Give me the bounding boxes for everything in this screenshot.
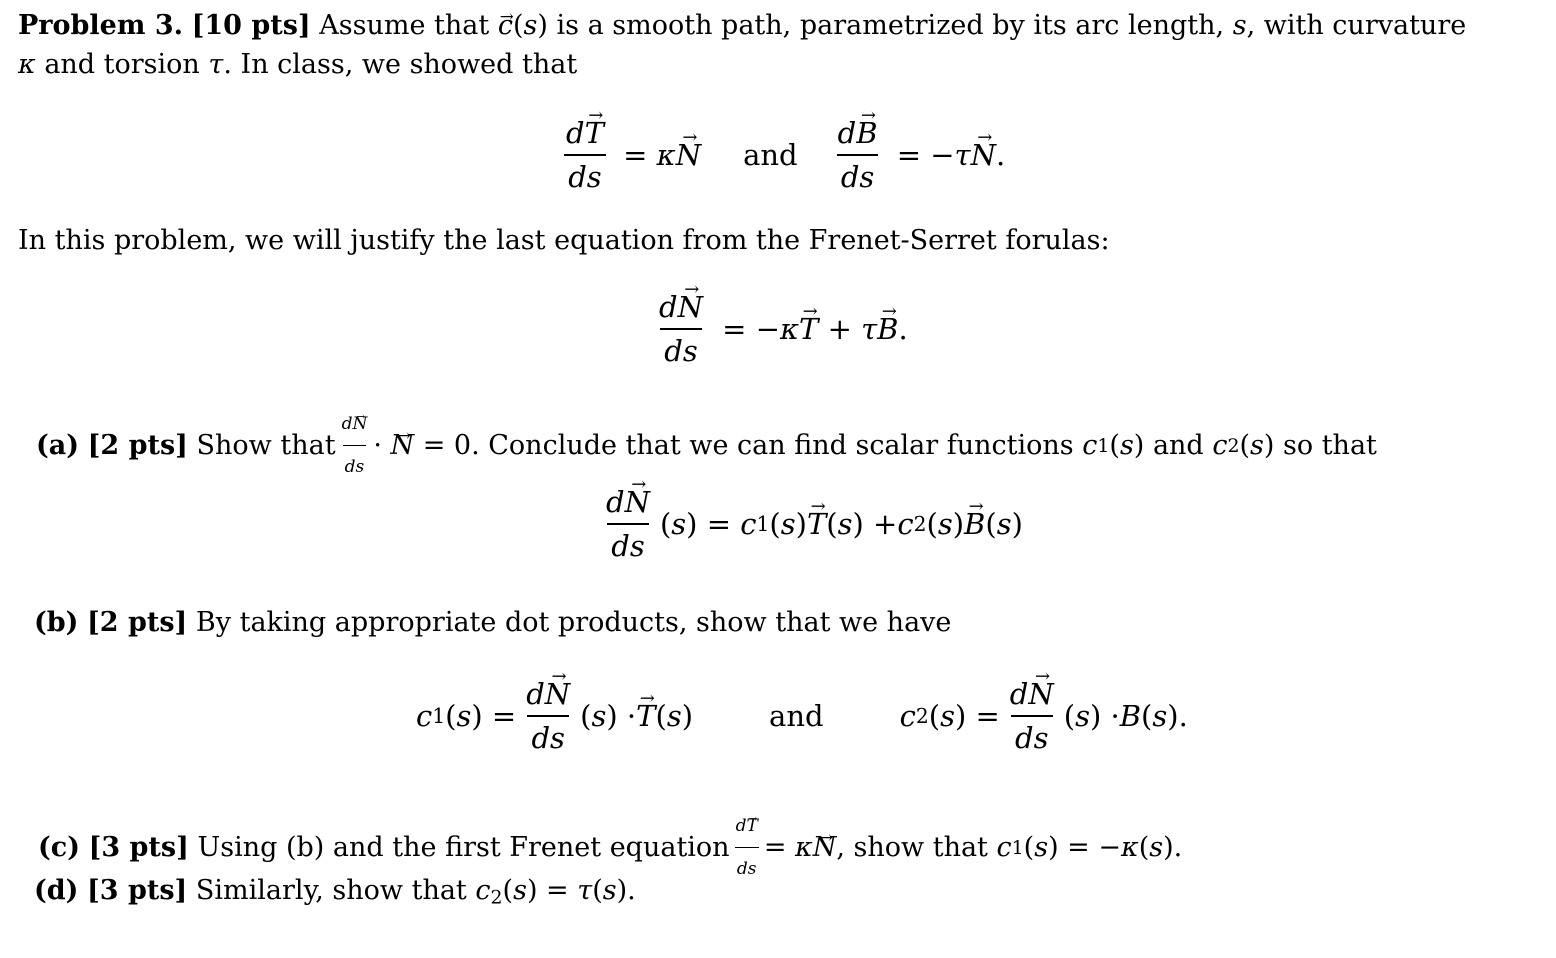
intro-text-1: Assume that	[319, 10, 490, 41]
fraction-dN-ds-b2: $\frac{d\to N}{ds}$	[1006, 677, 1058, 755]
part-d-statement: (d) [3 pts] Similarly, show that $c_2(s) = \tau(s)$.	[34, 875, 636, 909]
path-c-symbol: → c	[498, 6, 513, 46]
intro-text-5: . In class, we showed that	[223, 49, 578, 80]
problem-statement-line-2: κ and torsion τ. In class, we showed that	[18, 49, 578, 80]
intro-text-3: , with curvature	[1246, 10, 1467, 41]
fraction-dN-ds-inline: $\frac{d\to N}{ds}$	[340, 404, 370, 487]
fraction-dT-ds: $\frac{d\to T}{ds}$	[562, 116, 608, 194]
intro-text-4: and torsion	[44, 49, 200, 80]
fraction-dN-ds-b1: $\frac{d\to N}{ds}$	[522, 677, 574, 755]
fraction-dT-ds-inline: $\frac{d\to T}{ds}$	[734, 806, 760, 889]
part-a-points: [2 pts]	[87, 429, 188, 461]
fraction-dB-ds: $\frac{d\to B}{ds}$	[834, 116, 882, 194]
problem-heading: Problem 3.	[18, 10, 184, 41]
part-c-text-2: , show that	[836, 831, 988, 863]
equation-dN-ds: $\frac{d\to N}{ds}$ = − κ → T + τ → B .	[649, 290, 908, 368]
part-c-points: [3 pts]	[88, 831, 189, 863]
equation-and-word: and	[743, 138, 798, 172]
part-a-text-1: Show that	[196, 429, 336, 461]
part-c-label: (c)	[38, 831, 80, 863]
equation-dT-dB: $\frac{d\to T}{ds}$ = κ → N and $\frac{d\to B}{ds}$ = − τ → N .	[556, 116, 1005, 194]
middle-sentence: In this problem, we will justify the last equation from the Frenet-Serret forulas:	[18, 225, 1110, 256]
part-b-statement	[34, 603, 951, 643]
equation-dN-decomposition: $\frac{d\to N}{ds}$ (s) = c 1 (s) → T (s) + c 2 (s) → B (s)	[596, 485, 1023, 563]
part-a-text-2: = 0. Conclude that we can find scalar functions	[422, 429, 1074, 461]
fraction-dN-ds-a: $\frac{d\to N}{ds}$	[602, 485, 654, 563]
part-c-statement: (c) [3 pts] Using (b) and the first Frenet equation $\frac{d\to T}{ds}$ = κ → N , show that c 1 (s) = − κ (s).	[38, 806, 1182, 889]
fraction-dN-ds: $\frac{d\to N}{ds}$	[655, 290, 707, 368]
intro-text-2: is a smooth path, parametrized by its arc length,	[556, 10, 1225, 41]
part-d-text: Similarly, show that	[195, 875, 467, 906]
part-a-text-3: and	[1152, 429, 1204, 461]
part-b-label: (b)	[34, 607, 79, 638]
problem-statement-line-1: Problem 3. [10 pts] Assume that → c(s) is a smooth path, parametrized by its arc length, s, with curvature	[18, 6, 1466, 46]
part-d-points: [3 pts]	[87, 875, 188, 906]
problem-points: [10 pts]	[191, 10, 311, 41]
part-a-statement: (a) [2 pts] Show that $\frac{d\to N}{ds}$ · → N = 0. Conclude that we can find scalar functions c 1 (s) and c 2 (s) so that	[36, 404, 1377, 487]
part-c-text-1: Using (b) and the first Frenet equation	[197, 831, 730, 863]
equation-c1-c2: c 1 (s) = $\frac{d\to N}{ds}$ (s) · → T (s) and c 2 (s) = $\frac{d\to N}{ds}$ (s) · B (s).	[416, 677, 1188, 755]
part-a-text-4: so that	[1283, 429, 1377, 461]
part-b-points: [2 pts]	[87, 607, 188, 638]
part-d-label: (d)	[34, 875, 79, 906]
part-b-text: By taking appropriate dot products, show that we have	[195, 607, 952, 638]
equation-and-word-2: and	[769, 699, 824, 733]
part-a-label: (a)	[36, 429, 80, 461]
